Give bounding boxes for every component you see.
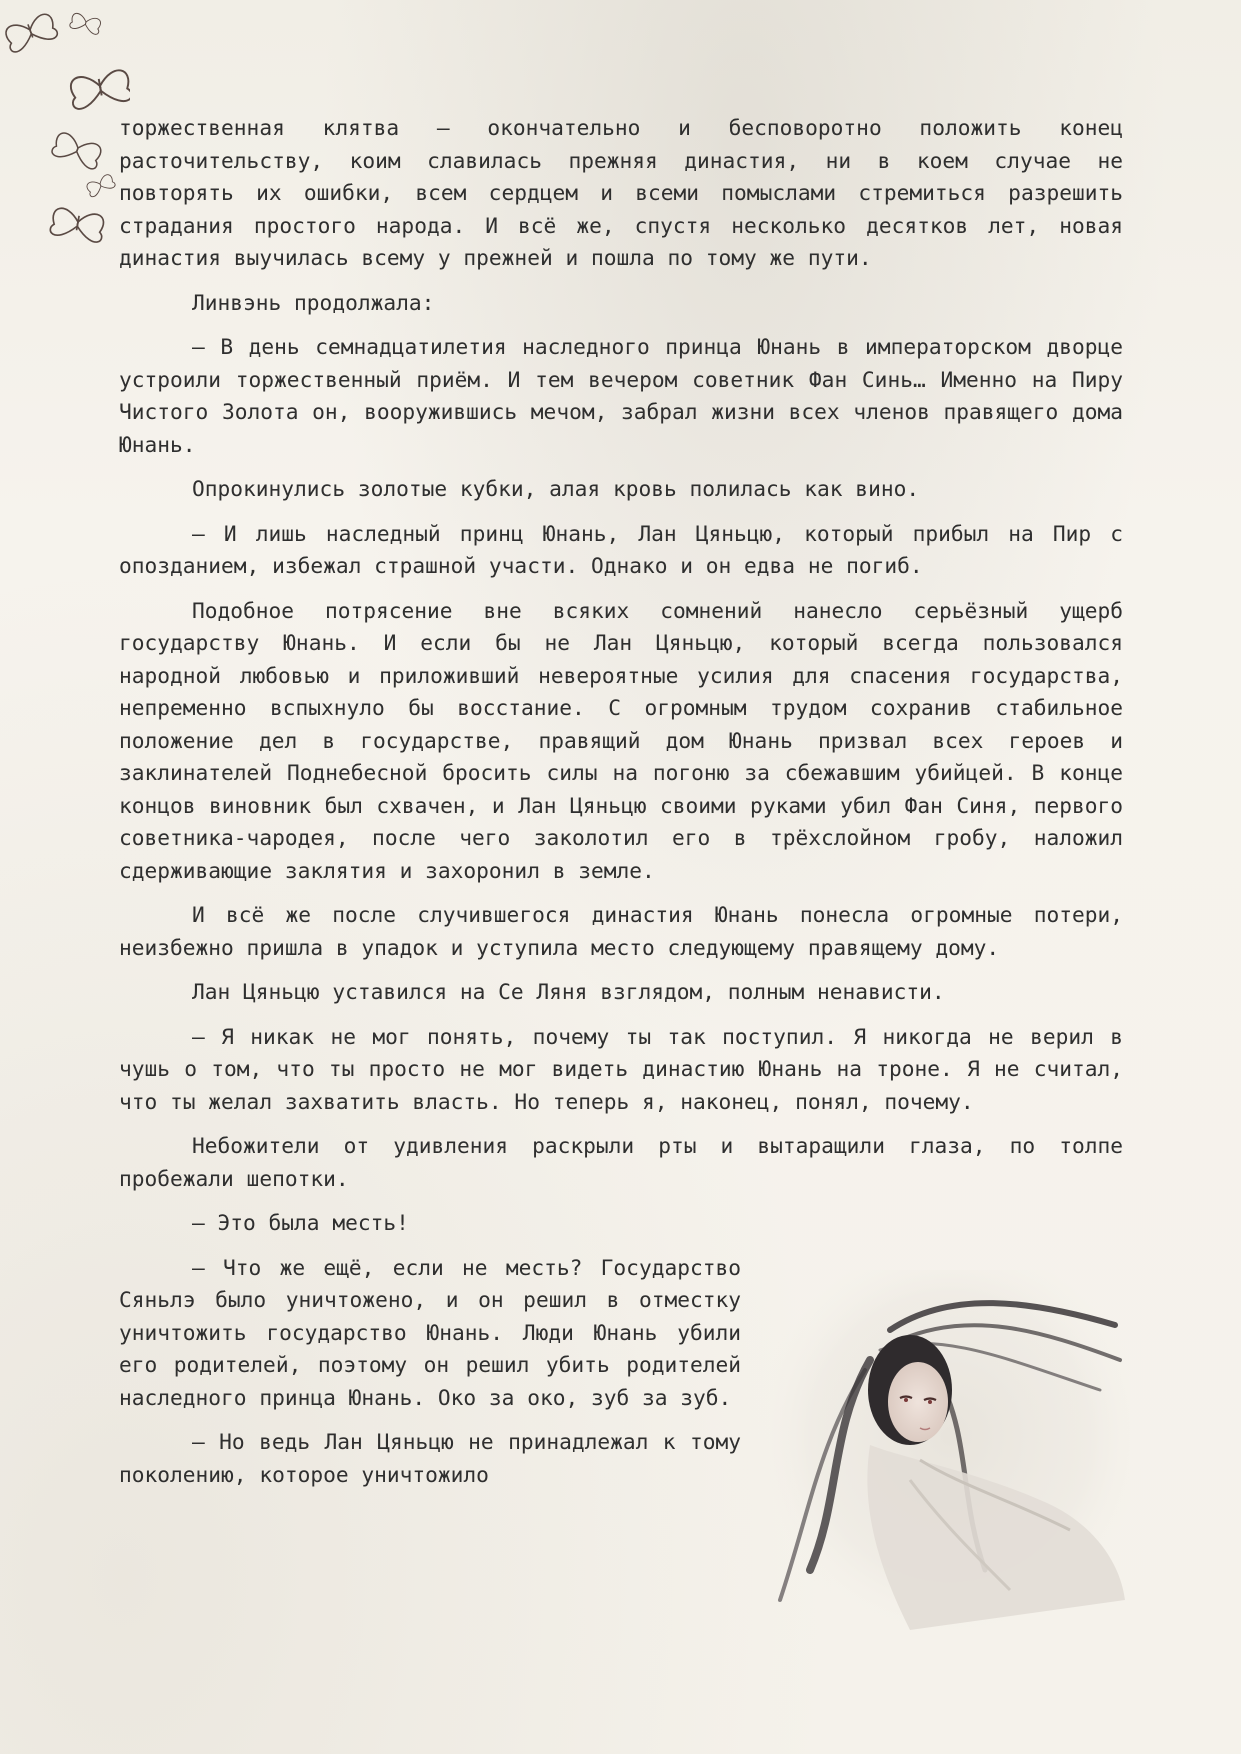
paragraph: торжественная клятва — окончательно и бесповоротно положить конец расточительству, коим славилась прежняя династия, ни в коем случае не повторять их ошибки, всем сердцем и всеми помыслами стремиться разрешить страдания простого народа. И всё же, спустя несколько десятков лет, новая династия выучилась всему у прежней и пошла по тому же пути.: [119, 115, 1123, 270]
butterfly-decoration-icon: [0, 0, 130, 260]
paragraph: Лан Цяньцю уставился на Се Ляня взглядом, полным ненависти.: [192, 979, 945, 1004]
paragraph: — Но ведь Лан Цяньцю не принадлежал к тому поколению, которое уничтожило: [119, 1429, 741, 1487]
character-illustration: [770, 1270, 1130, 1640]
paragraph: Подобное потрясение вне всяких сомнений нанесло серьёзный ущерб государству Юнань. И если бы не Лан Цяньцю, который всегда пользовался народной любовью и приложивший невероятные усилия для спасения государства, непременно вспыхнуло бы восстание. С огромным трудом сохранив стабильное положение дел в государстве, правящий дом Юнань призвал всех героев и заклинателей Поднебесной бросить силы на погоню за сбежавшим убийцей. В конце концов виновник был схвачен, и Лан Цяньцю своими руками убил Фан Синя, первого советника-чародея, после чего заколотил его в трёхслойном гробу, наложил сдерживающие заклятия и захоронил в земле.: [119, 597, 1123, 883]
paragraph: Небожители от удивления раскрыли рты и вытаращили глаза, по толпе пробежали шепотки.: [119, 1133, 1123, 1191]
paragraph: — Что же ещё, если не месть? Государство Сяньлэ было уничтожено, и он решил в отместку уничтожить государство Юнань. Люди Юнань убили его родителей, поэтому он решил убить родителей наследного принца Юнань. Око за око, зуб за зуб.: [119, 1254, 741, 1410]
paragraph: Линвэнь продолжала:: [192, 289, 435, 315]
paragraph: — И лишь наследный принц Юнань, Лан Цяньцю, который прибыл на Пир с опозданием, избежал страшной участи. Однако и он едва не погиб.: [119, 520, 1123, 578]
paragraph: — Это была месть!: [192, 1210, 409, 1235]
paragraph: — В день семнадцатилетия наследного принца Юнань в императорском дворце устроили торжественный приём. И тем вечером советник Фан Синь… Именно на Пиру Чистого Золота он, вооружившись мечом, забрал жизни всех членов правящего дома Юнань.: [119, 334, 1123, 457]
paragraph: Опрокинулись золотые кубки, алая кровь полилась как вино.: [192, 476, 920, 501]
paragraph: И всё же после случившегося династия Юнань понесла огромные потери, неизбежно пришла в упадок и уступила место следующему правящему дому.: [119, 902, 1123, 960]
paragraph: — Я никак не мог понять, почему ты так поступил. Я никогда не верил в чушь о том, что ты просто не мог видеть династию Юнань на троне. Я не считал, что ты желал захватить власть. Но теперь я, наконец, понял, почему.: [119, 1023, 1123, 1114]
